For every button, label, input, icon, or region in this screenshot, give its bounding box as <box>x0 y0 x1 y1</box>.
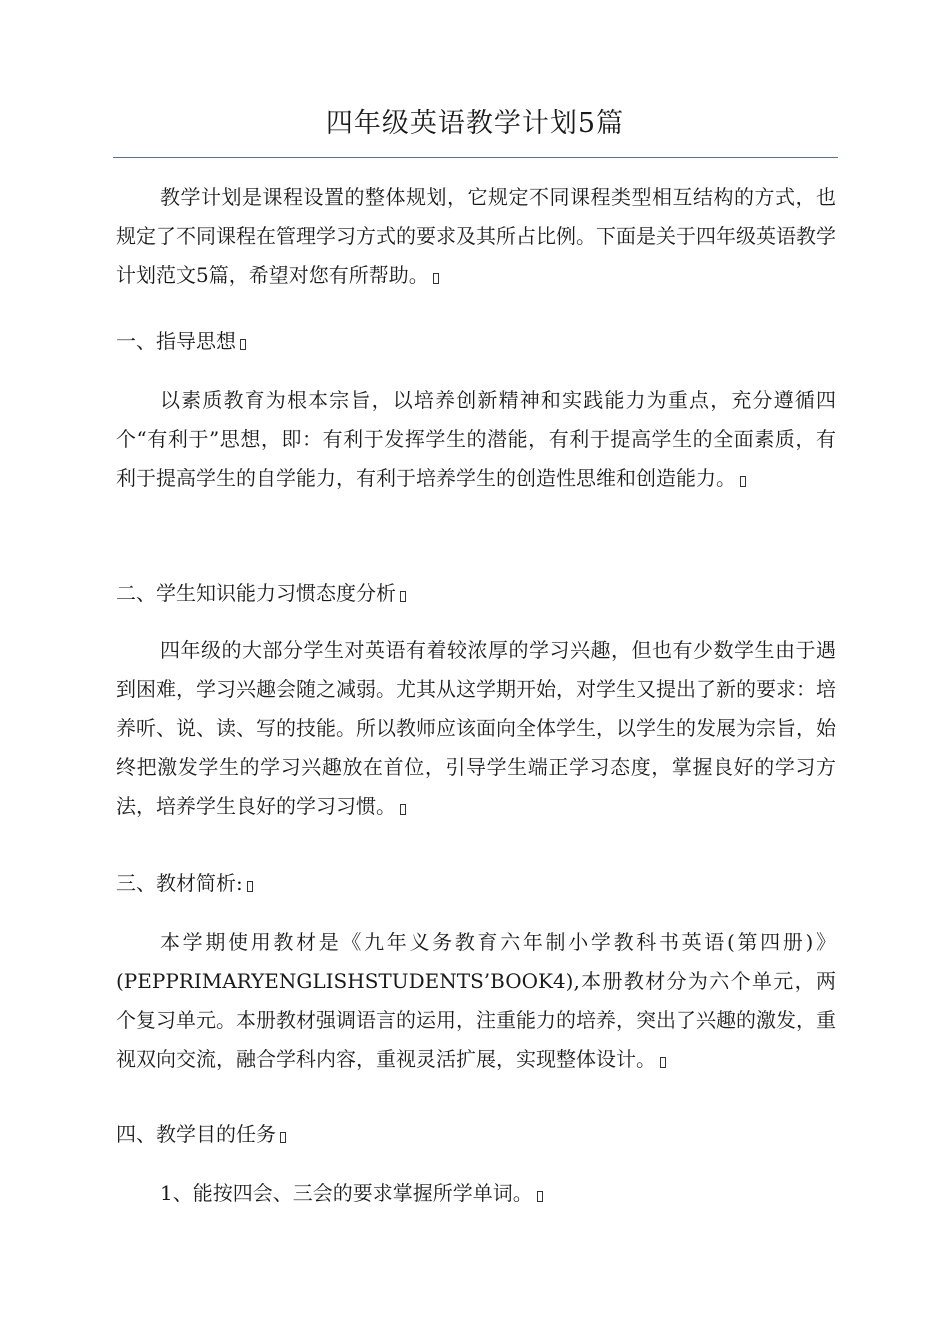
paragraph-mark-icon <box>537 1191 543 1202</box>
paragraph-mark-icon <box>660 1057 666 1068</box>
section-body-1 <box>116 381 836 498</box>
section-heading-text: 二、学生知识能力习惯态度分析 <box>116 581 396 605</box>
section-heading-text: 一、指导思想 <box>116 329 236 353</box>
paragraph-mark-icon <box>280 1132 286 1143</box>
section-heading-3 <box>116 864 836 903</box>
paragraph-mark-icon <box>400 591 406 602</box>
paragraph-mark-icon <box>240 339 246 350</box>
section-body-text: 以素质教育为根本宗旨，以培养创新精神和实践能力为重点，充分遵循四个“有利于”思想，即：有利于发挥学生的潜能，有利于提高学生的全面素质，有利于提高学生的自学能力，有利于培养学生的创造性思维和创造能力。 <box>116 388 836 490</box>
section-heading-2 <box>116 574 836 613</box>
intro-paragraph <box>116 178 836 295</box>
section-heading-text: 四、教学目的任务 <box>116 1122 276 1146</box>
paragraph-mark-icon <box>433 273 439 284</box>
intro-text: 教学计划是课程设置的整体规划，它规定不同课程类型相互结构的方式，也规定了不同课程在管理学习方式的要求及其所占比例。下面是关于四年级英语教学计划范文5篇，希望对您有所帮助。 <box>116 185 836 287</box>
section-heading-4 <box>116 1115 836 1154</box>
paragraph-mark-icon <box>247 881 253 892</box>
paragraph-mark-icon <box>740 476 746 487</box>
section-body-text: 本学期使用教材是《九年义务教育六年制小学教科书英语(第四册)》(PEPPRIMARYENGLISHSTUDENTS’BOOK4),本册教材分为六个单元，两个复习单元。本册教材强调语言的运用，注重能力的培养，突出了兴趣的激发，重视双向交流，融合学科内容，重视灵活扩展，实现整体设计。 <box>116 930 836 1071</box>
section-heading-text: 三、教材简析: <box>116 871 243 895</box>
section-body-text: 四年级的大部分学生对英语有着较浓厚的学习兴趣，但也有少数学生由于遇到困难，学习兴趣会随之减弱。尤其从这学期开始，对学生又提出了新的要求：培养听、说、读、写的技能。所以教师应该面向全体学生，以学生的发展为宗旨，始终把激发学生的学习兴趣放在首位，引导学生端正学习态度，掌握良好的学习方法，培养学生良好的学习习惯。 <box>116 638 836 818</box>
document-title: 四年级英语教学计划5篇 <box>325 108 625 139</box>
section-body-3 <box>116 923 836 1079</box>
section-body-2 <box>116 631 836 826</box>
paragraph-mark-icon <box>400 804 406 815</box>
section-body-4 <box>116 1174 836 1213</box>
section-body-text: 1、能按四会、三会的要求掌握所学单词。 <box>160 1181 533 1205</box>
title-divider <box>113 157 838 158</box>
section-heading-1 <box>116 322 836 361</box>
